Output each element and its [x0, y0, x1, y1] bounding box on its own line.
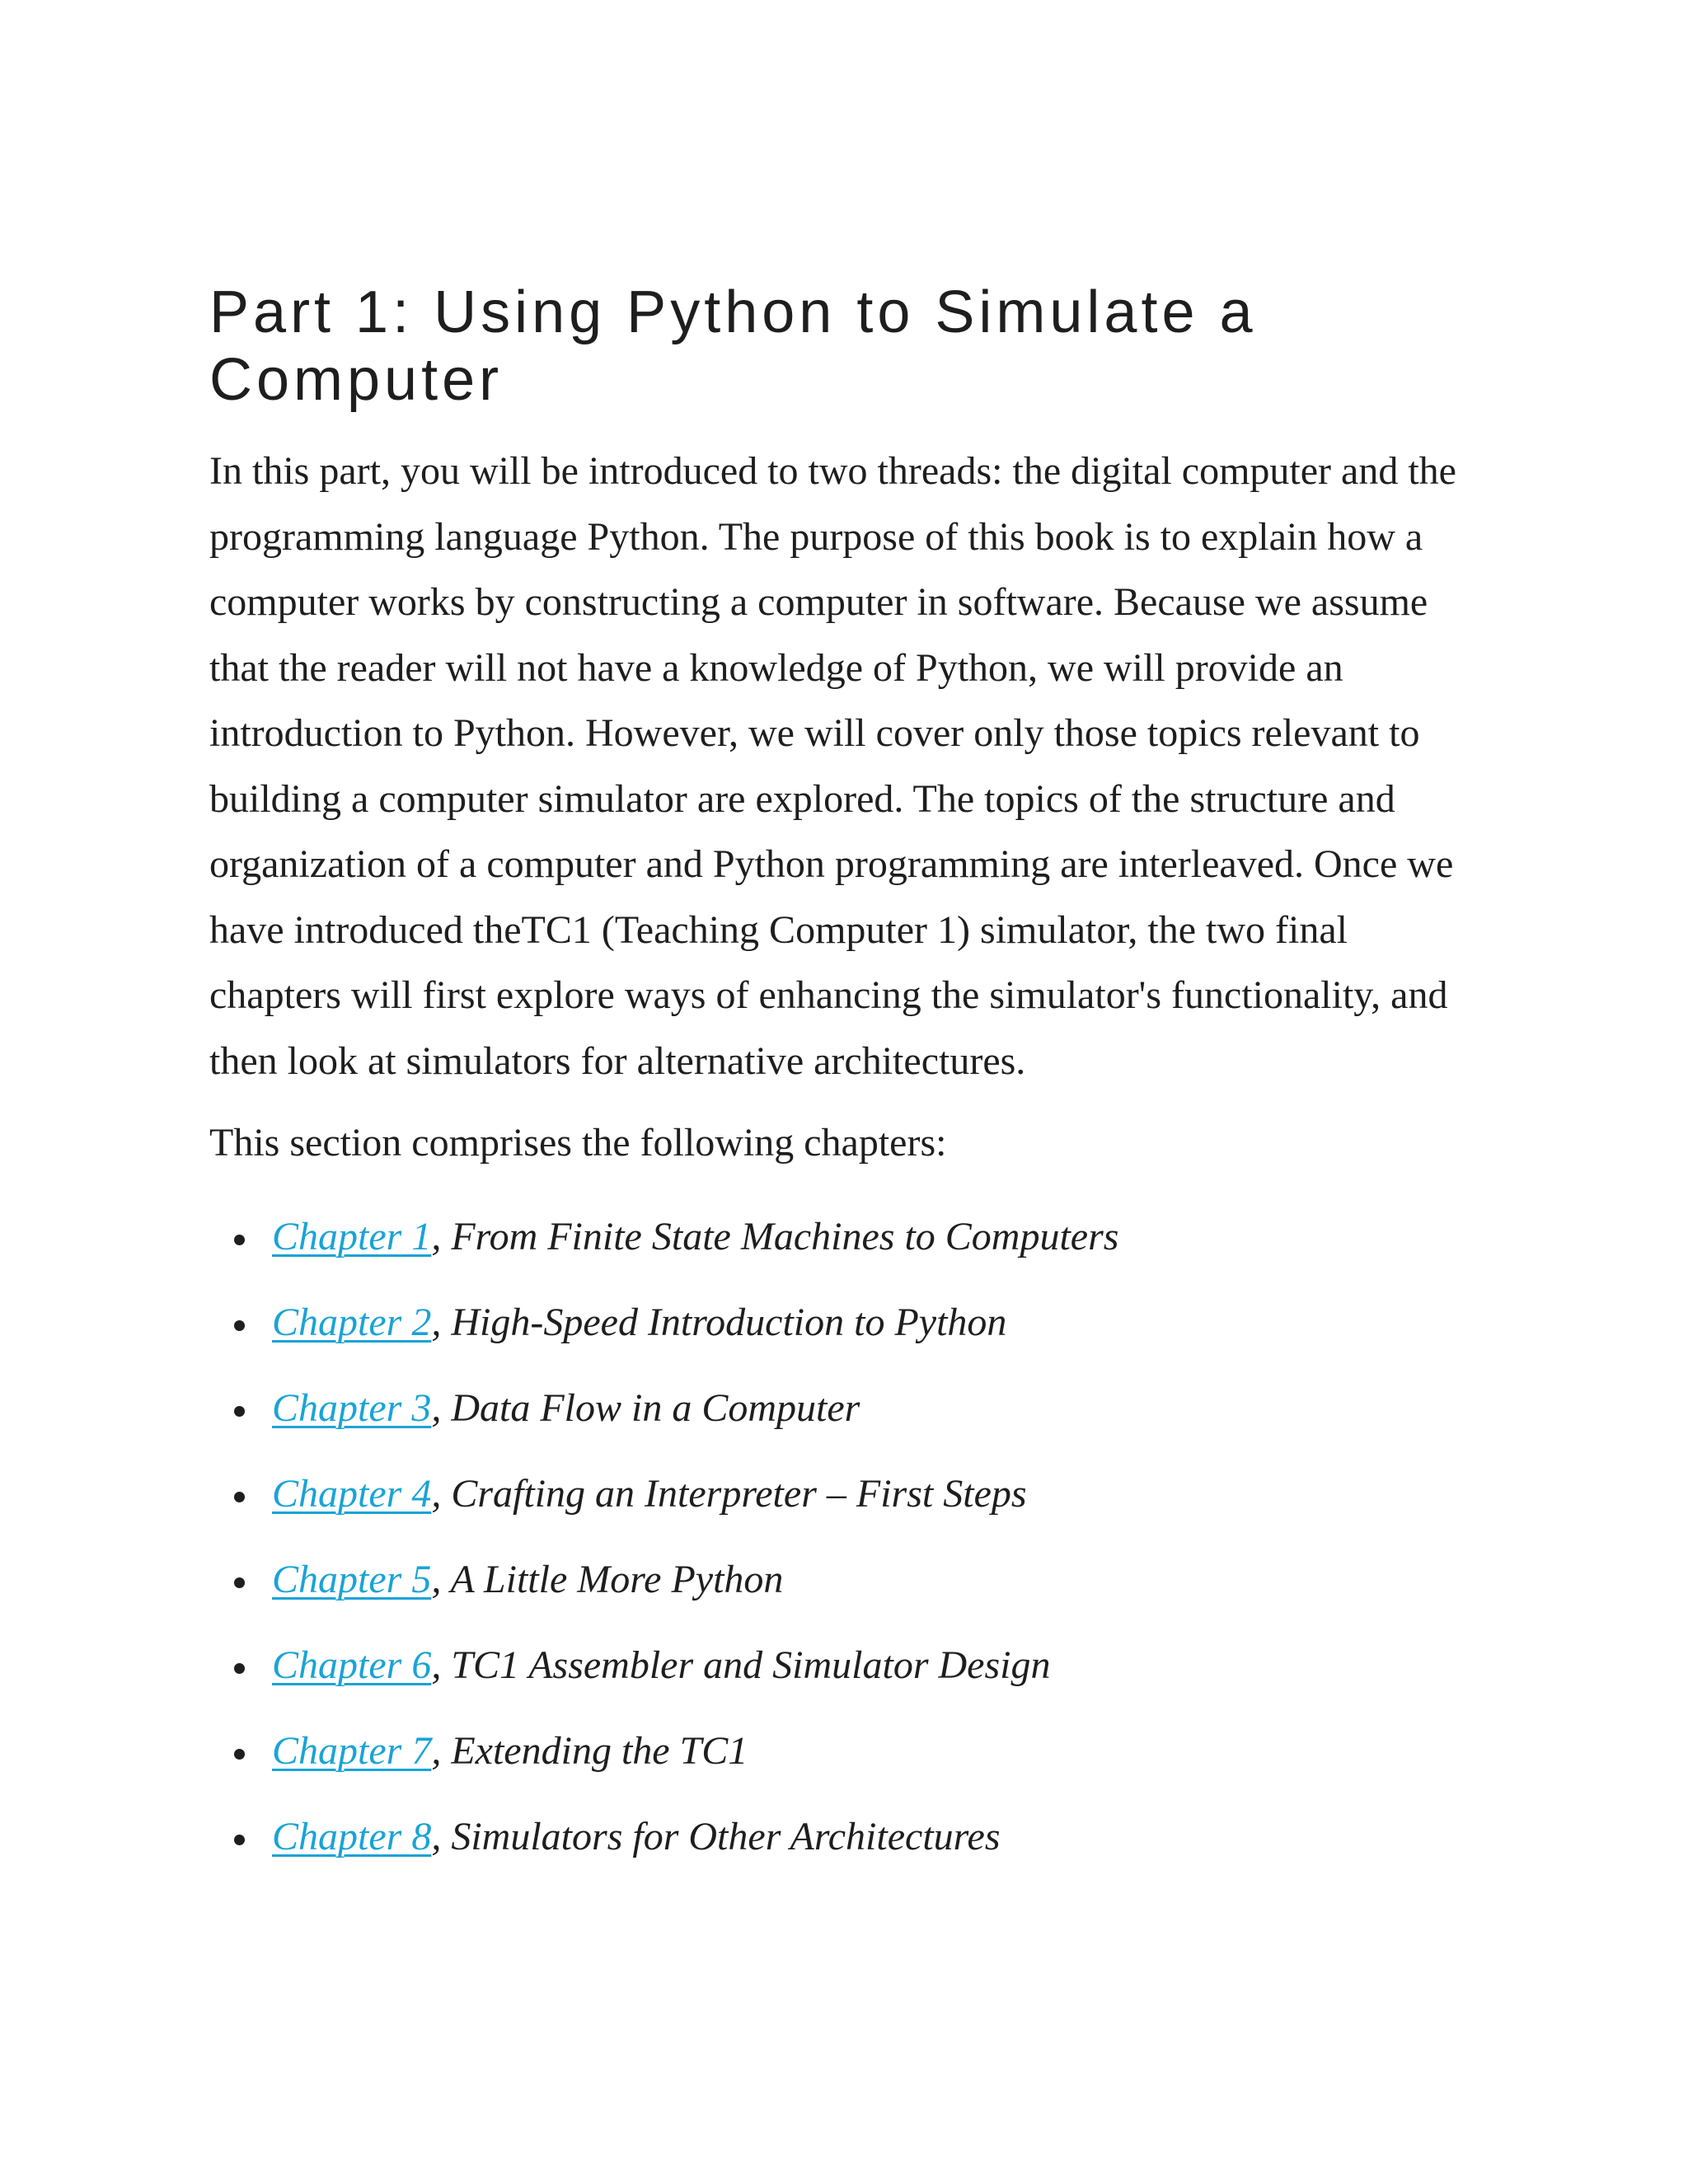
chapters-lead: This section comprises the following chapters: — [209, 1121, 947, 1165]
chapter-6-title: , TC1 Assembler and Simulator Design — [431, 1643, 1051, 1687]
chapter-4-link[interactable]: Chapter 4 — [272, 1471, 432, 1516]
chapter-list-item — [209, 1366, 1479, 1451]
document-page — [209, 279, 1479, 1880]
bullet-icon — [234, 1406, 245, 1417]
chapter-1-title: , From Finite State Machines to Computers — [431, 1214, 1119, 1258]
bullet-icon — [234, 1749, 245, 1760]
bullet-icon — [234, 1663, 245, 1674]
bullet-icon — [234, 1320, 245, 1331]
chapter-5-title: , A Little More Python — [431, 1557, 784, 1601]
chapter-list-item — [209, 1280, 1479, 1366]
chapter-5-link[interactable]: Chapter 5 — [272, 1557, 432, 1601]
page-title: Part 1: Using Python to Simulate a Computer — [209, 279, 1257, 413]
chapter-7-link[interactable]: Chapter 7 — [272, 1728, 432, 1773]
bullet-icon — [234, 1835, 245, 1845]
chapter-list-item — [209, 1794, 1479, 1880]
chapter-8-title: , Simulators for Other Architectures — [431, 1814, 1001, 1858]
bullet-icon — [234, 1492, 245, 1502]
chapter-2-title: , High-Speed Introduction to Python — [431, 1300, 1007, 1344]
chapter-list-item — [209, 1451, 1479, 1537]
chapter-list-item — [209, 1623, 1479, 1708]
chapter-3-title: , Data Flow in a Computer — [431, 1385, 860, 1430]
chapter-6-link[interactable]: Chapter 6 — [272, 1643, 432, 1687]
chapter-list — [209, 1194, 1479, 1880]
bullet-icon — [234, 1577, 245, 1588]
chapter-list-item — [209, 1194, 1479, 1280]
intro-paragraph: In this part, you will be introduced to two threads: the digital computer and the programming language Python. The purpose of this book is to explain how a computer works by constructing a computer in software. Because we assume that the reader will not have a knowledge of Python, we will provide an introduction to Python. However, we will cover only those topics relevant to building a computer simulator are explored. The topics of the structure and organization of a computer and Python programming are interleaved. Once we have introduced theTC1 (Teaching Computer 1) simulator, the two final chapters will first explore ways of enhancing the simulator's functionality, and then look at simulators for alternative architectures. — [209, 449, 1456, 1083]
chapter-8-link[interactable]: Chapter 8 — [272, 1814, 432, 1858]
chapter-7-title: , Extending the TC1 — [431, 1728, 748, 1773]
bullet-icon — [234, 1235, 245, 1245]
chapter-2-link[interactable]: Chapter 2 — [272, 1300, 432, 1344]
chapter-4-title: , Crafting an Interpreter – First Steps — [431, 1471, 1027, 1516]
chapter-3-link[interactable]: Chapter 3 — [272, 1385, 432, 1430]
chapter-list-item — [209, 1708, 1479, 1794]
chapter-1-link[interactable]: Chapter 1 — [272, 1214, 432, 1258]
chapter-list-item — [209, 1537, 1479, 1623]
